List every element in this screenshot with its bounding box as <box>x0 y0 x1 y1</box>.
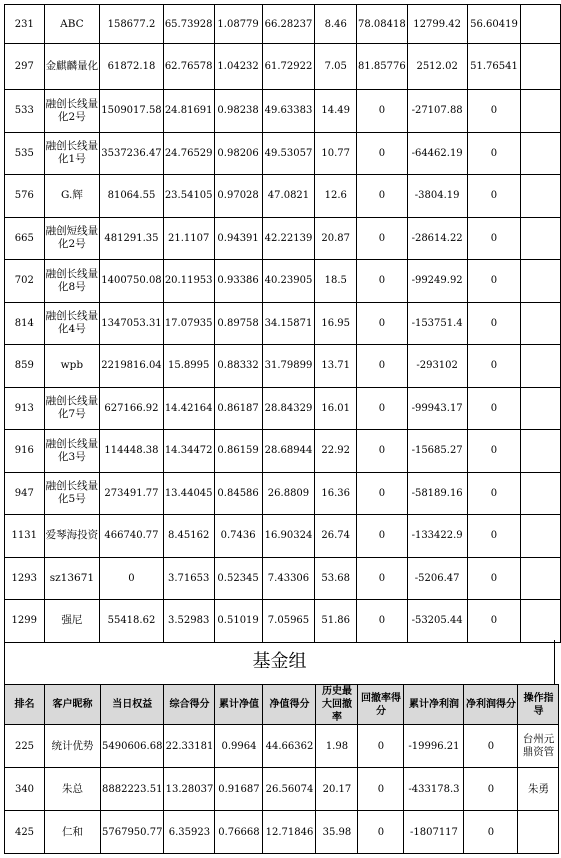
equity-cell: 8882223.51 <box>101 768 164 811</box>
nav-cell: 0.7436 <box>214 515 262 558</box>
nav-cell: 0.9964 <box>215 725 263 768</box>
name-cell: 仁和 <box>45 811 101 854</box>
profit-cell: -28614.22 <box>407 217 467 260</box>
score-cell: 13.44045 <box>163 472 214 515</box>
score-cell: 24.81691 <box>163 90 214 133</box>
profit-cell: -433178.3 <box>404 768 464 811</box>
column-header: 历史最大回撤率 <box>316 685 358 725</box>
nav-score-cell: 7.05965 <box>262 600 315 643</box>
score-cell: 15.8995 <box>163 345 214 388</box>
name-cell: wpb <box>44 345 100 388</box>
nav-score-cell: 26.8809 <box>262 472 315 515</box>
guide-cell <box>521 5 561 44</box>
nav-cell: 0.84586 <box>214 472 262 515</box>
score-cell: 14.42164 <box>163 387 214 430</box>
name-cell: 融创长线量化2号 <box>44 90 100 133</box>
drawdown-score-cell: 0 <box>357 430 408 473</box>
nav-cell: 0.88332 <box>214 345 262 388</box>
column-header: 当日权益 <box>101 685 164 725</box>
rank-cell: 425 <box>5 811 45 854</box>
profit-score-cell: 0 <box>467 90 521 133</box>
fund-group-title: 基金组 <box>4 640 555 684</box>
guide-cell <box>521 132 561 175</box>
score-cell: 3.71653 <box>163 557 214 600</box>
guide-cell <box>521 90 561 133</box>
drawdown-score-cell: 0 <box>357 260 408 303</box>
profit-cell: -293102 <box>407 345 467 388</box>
nav-cell: 0.93386 <box>214 260 262 303</box>
rank-cell: 702 <box>5 260 45 303</box>
score-cell: 3.52983 <box>163 600 214 643</box>
profit-score-cell: 56.60419 <box>467 5 521 44</box>
drawdown-score-cell: 81.85776 <box>357 44 408 90</box>
nav-cell: 0.97028 <box>214 175 262 218</box>
name-cell: 统计优势 <box>45 725 101 768</box>
drawdown-score-cell: 0 <box>357 175 408 218</box>
table-row <box>5 768 559 811</box>
guide-cell: 台州元鼎资管 <box>518 725 559 768</box>
nav-score-cell: 66.28237 <box>262 5 315 44</box>
profit-score-cell: 0 <box>467 345 521 388</box>
profit-score-cell: 0 <box>464 811 518 854</box>
drawdown-cell: 26.74 <box>315 515 357 558</box>
nav-score-cell: 44.66362 <box>263 725 316 768</box>
nav-score-cell: 28.68944 <box>262 430 315 473</box>
equity-cell: 1347053.31 <box>100 302 163 345</box>
drawdown-cell: 16.01 <box>315 387 357 430</box>
drawdown-cell: 7.05 <box>315 44 357 90</box>
guide-cell <box>521 44 561 90</box>
nav-cell: 0.51019 <box>214 600 262 643</box>
name-cell: 强尼 <box>44 600 100 643</box>
score-cell: 24.76529 <box>163 132 214 175</box>
table-row <box>5 217 561 260</box>
fund-header-row <box>5 685 559 725</box>
profit-cell: -1807117 <box>404 811 464 854</box>
equity-cell: 5767950.77 <box>101 811 164 854</box>
guide-cell <box>521 600 561 643</box>
table-row <box>5 260 561 303</box>
profit-cell: -19996.21 <box>404 725 464 768</box>
drawdown-score-cell: 0 <box>358 768 404 811</box>
column-header: 操作指导 <box>518 685 559 725</box>
rank-cell: 340 <box>5 768 45 811</box>
guide-cell <box>521 345 561 388</box>
profit-cell: -58189.16 <box>407 472 467 515</box>
table-row <box>5 515 561 558</box>
name-cell: 融创短线量化2号 <box>44 217 100 260</box>
table-row <box>5 472 561 515</box>
drawdown-score-cell: 0 <box>357 515 408 558</box>
nav-cell: 0.89758 <box>214 302 262 345</box>
profit-cell: -99943.17 <box>407 387 467 430</box>
equity-cell: 81064.55 <box>100 175 163 218</box>
drawdown-score-cell: 0 <box>358 725 404 768</box>
nav-cell: 0.76668 <box>215 811 263 854</box>
nav-score-cell: 26.56074 <box>263 768 316 811</box>
drawdown-cell: 13.71 <box>315 345 357 388</box>
nav-cell: 0.52345 <box>214 557 262 600</box>
drawdown-cell: 51.86 <box>315 600 357 643</box>
profit-score-cell: 51.76541 <box>467 44 521 90</box>
drawdown-score-cell: 0 <box>357 472 408 515</box>
table-row <box>5 5 561 44</box>
rank-cell: 916 <box>5 430 45 473</box>
name-cell: 融创长线量化8号 <box>44 260 100 303</box>
guide-cell <box>521 515 561 558</box>
nav-cell: 0.98238 <box>214 90 262 133</box>
nav-score-cell: 47.0821 <box>262 175 315 218</box>
score-cell: 21.1107 <box>163 217 214 260</box>
profit-cell: -15685.27 <box>407 430 467 473</box>
drawdown-score-cell: 0 <box>357 90 408 133</box>
table-row <box>5 557 561 600</box>
rank-cell: 814 <box>5 302 45 345</box>
table-row <box>5 44 561 90</box>
rank-cell: 913 <box>5 387 45 430</box>
drawdown-score-cell: 0 <box>357 345 408 388</box>
column-header: 排名 <box>5 685 45 725</box>
nav-score-cell: 7.43306 <box>262 557 315 600</box>
equity-cell: 1400750.08 <box>100 260 163 303</box>
profit-score-cell: 0 <box>467 515 521 558</box>
profit-score-cell: 0 <box>467 600 521 643</box>
profit-cell: -153751.4 <box>407 302 467 345</box>
score-cell: 8.45162 <box>163 515 214 558</box>
score-cell: 22.33181 <box>164 725 215 768</box>
equity-cell: 5490606.68 <box>101 725 164 768</box>
name-cell: 融创长线量化1号 <box>44 132 100 175</box>
rank-cell: 231 <box>5 5 45 44</box>
equity-cell: 466740.77 <box>100 515 163 558</box>
rank-cell: 225 <box>5 725 45 768</box>
profit-cell: -5206.47 <box>407 557 467 600</box>
score-cell: 17.07935 <box>163 302 214 345</box>
nav-cell: 0.91687 <box>215 768 263 811</box>
equity-cell: 158677.2 <box>100 5 163 44</box>
guide-cell <box>521 557 561 600</box>
guide-cell <box>521 217 561 260</box>
column-header: 累计净利润 <box>404 685 464 725</box>
column-header: 净值得分 <box>263 685 316 725</box>
table-row <box>5 90 561 133</box>
name-cell: G.辉 <box>44 175 100 218</box>
name-cell: 金麒麟量化 <box>44 44 100 90</box>
score-cell: 6.35923 <box>164 811 215 854</box>
profit-score-cell: 0 <box>467 387 521 430</box>
nav-cell: 0.94391 <box>214 217 262 260</box>
nav-cell: 0.86187 <box>214 387 262 430</box>
profit-score-cell: 0 <box>467 132 521 175</box>
score-cell: 14.34472 <box>163 430 214 473</box>
profit-score-cell: 0 <box>467 557 521 600</box>
rank-cell: 1131 <box>5 515 45 558</box>
nav-score-cell: 42.22139 <box>262 217 315 260</box>
nav-score-cell: 61.72922 <box>262 44 315 90</box>
equity-cell: 114448.38 <box>100 430 163 473</box>
equity-cell: 2219816.04 <box>100 345 163 388</box>
profit-score-cell: 0 <box>467 175 521 218</box>
name-cell: 融创长线量化7号 <box>44 387 100 430</box>
table-row <box>5 430 561 473</box>
profit-score-cell: 0 <box>467 302 521 345</box>
profit-cell: -133422.9 <box>407 515 467 558</box>
nav-cell: 1.04232 <box>214 44 262 90</box>
nav-cell: 1.08779 <box>214 5 262 44</box>
column-header: 综合得分 <box>164 685 215 725</box>
rank-cell: 859 <box>5 345 45 388</box>
drawdown-cell: 18.5 <box>315 260 357 303</box>
name-cell: 爱琴海投资 <box>44 515 100 558</box>
profit-cell: -64462.19 <box>407 132 467 175</box>
rank-cell: 947 <box>5 472 45 515</box>
name-cell: 融创长线量化4号 <box>44 302 100 345</box>
drawdown-score-cell: 0 <box>357 302 408 345</box>
name-cell: 朱总 <box>45 768 101 811</box>
drawdown-cell: 12.6 <box>315 175 357 218</box>
nav-score-cell: 12.71846 <box>263 811 316 854</box>
profit-score-cell: 0 <box>467 472 521 515</box>
ranking-table <box>4 4 561 643</box>
column-header: 回撤率得分 <box>358 685 404 725</box>
equity-cell: 3537236.47 <box>100 132 163 175</box>
column-header: 客户昵称 <box>45 685 101 725</box>
profit-score-cell: 0 <box>467 260 521 303</box>
nav-score-cell: 49.53057 <box>262 132 315 175</box>
nav-score-cell: 40.23905 <box>262 260 315 303</box>
drawdown-cell: 20.87 <box>315 217 357 260</box>
name-cell: 融创长线量化5号 <box>44 472 100 515</box>
drawdown-cell: 22.92 <box>315 430 357 473</box>
rank-cell: 576 <box>5 175 45 218</box>
profit-score-cell: 0 <box>467 430 521 473</box>
rank-cell: 1293 <box>5 557 45 600</box>
profit-cell: -53205.44 <box>407 600 467 643</box>
nav-cell: 0.98206 <box>214 132 262 175</box>
name-cell: 融创长线量化3号 <box>44 430 100 473</box>
profit-cell: -3804.19 <box>407 175 467 218</box>
nav-score-cell: 28.84329 <box>262 387 315 430</box>
profit-cell: -99249.92 <box>407 260 467 303</box>
equity-cell: 61872.18 <box>100 44 163 90</box>
drawdown-score-cell: 0 <box>357 387 408 430</box>
drawdown-cell: 53.68 <box>315 557 357 600</box>
drawdown-cell: 16.36 <box>315 472 357 515</box>
nav-score-cell: 49.63383 <box>262 90 315 133</box>
nav-score-cell: 16.90324 <box>262 515 315 558</box>
guide-cell <box>521 260 561 303</box>
rank-cell: 533 <box>5 90 45 133</box>
rank-cell: 665 <box>5 217 45 260</box>
guide-cell <box>521 472 561 515</box>
drawdown-cell: 16.95 <box>315 302 357 345</box>
equity-cell: 627166.92 <box>100 387 163 430</box>
equity-cell: 0 <box>100 557 163 600</box>
table-row <box>5 302 561 345</box>
drawdown-cell: 20.17 <box>316 768 358 811</box>
name-cell: sz13671 <box>44 557 100 600</box>
rank-cell: 1299 <box>5 600 45 643</box>
name-cell: ABC <box>44 5 100 44</box>
profit-score-cell: 0 <box>464 725 518 768</box>
guide-cell: 朱勇 <box>518 768 559 811</box>
drawdown-cell: 14.49 <box>315 90 357 133</box>
score-cell: 62.76578 <box>163 44 214 90</box>
nav-score-cell: 31.79899 <box>262 345 315 388</box>
drawdown-score-cell: 0 <box>357 217 408 260</box>
score-cell: 65.73928 <box>163 5 214 44</box>
drawdown-score-cell: 78.08418 <box>357 5 408 44</box>
column-header: 累计净值 <box>215 685 263 725</box>
drawdown-score-cell: 0 <box>358 811 404 854</box>
table-row <box>5 600 561 643</box>
rank-cell: 297 <box>5 44 45 90</box>
guide-cell <box>521 175 561 218</box>
table-row <box>5 725 559 768</box>
profit-cell: -27107.88 <box>407 90 467 133</box>
drawdown-score-cell: 0 <box>357 557 408 600</box>
equity-cell: 1509017.58 <box>100 90 163 133</box>
table-row <box>5 811 559 854</box>
drawdown-score-cell: 0 <box>357 132 408 175</box>
score-cell: 13.28037 <box>164 768 215 811</box>
score-cell: 23.54105 <box>163 175 214 218</box>
equity-cell: 273491.77 <box>100 472 163 515</box>
guide-cell <box>518 811 559 854</box>
drawdown-cell: 1.98 <box>316 725 358 768</box>
nav-score-cell: 34.15871 <box>262 302 315 345</box>
drawdown-score-cell: 0 <box>357 600 408 643</box>
table-row <box>5 387 561 430</box>
equity-cell: 481291.35 <box>100 217 163 260</box>
drawdown-cell: 10.77 <box>315 132 357 175</box>
guide-cell <box>521 302 561 345</box>
column-header: 净利润得分 <box>464 685 518 725</box>
rank-cell: 535 <box>5 132 45 175</box>
drawdown-cell: 8.46 <box>315 5 357 44</box>
profit-cell: 12799.42 <box>407 5 467 44</box>
profit-cell: 2512.02 <box>407 44 467 90</box>
table-row <box>5 345 561 388</box>
fund-group-table <box>4 684 559 854</box>
guide-cell <box>521 387 561 430</box>
equity-cell: 55418.62 <box>100 600 163 643</box>
profit-score-cell: 0 <box>464 768 518 811</box>
table-row <box>5 175 561 218</box>
profit-score-cell: 0 <box>467 217 521 260</box>
drawdown-cell: 35.98 <box>316 811 358 854</box>
score-cell: 20.11953 <box>163 260 214 303</box>
guide-cell <box>521 430 561 473</box>
nav-cell: 0.86159 <box>214 430 262 473</box>
table-row <box>5 132 561 175</box>
